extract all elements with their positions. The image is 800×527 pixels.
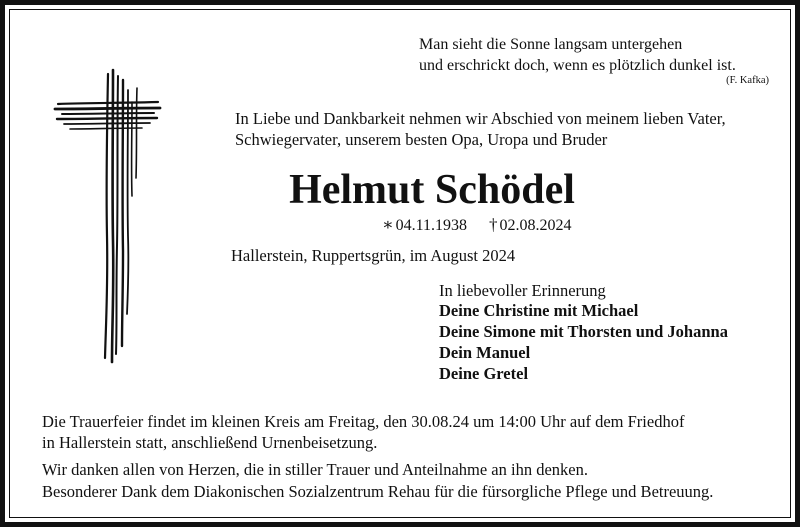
quote-line-2: und erschrickt doch, wenn es plötzlich dunkel ist. (419, 57, 736, 74)
mourner-name: Deine Simone mit Thorsten und Johanna (439, 322, 728, 341)
death-date: 02.08.2024 (499, 217, 572, 234)
place-and-date: Hallerstein, Ruppertsgrün, im August 2024 (231, 246, 516, 265)
mourner-name: Deine Gretel (439, 364, 529, 383)
death-cross-icon: † (488, 215, 498, 234)
intro-line-2: Schwiegervater, unserem besten Opa, Uropa und Bruder (235, 130, 608, 149)
thanks-line-2: Besonderer Dank dem Diakonischen Sozialzentrum Rehau für die fürsorgliche Pflege und Betreuung. (42, 482, 714, 501)
deceased-name: Helmut Schödel (289, 167, 575, 213)
funeral-line-1: Die Trauerfeier findet im kleinen Kreis am Freitag, den 30.08.24 um 14:00 Uhr auf dem Friedhof (42, 412, 685, 431)
mourner-name: Dein Manuel (439, 343, 531, 362)
thanks-line-1: Wir danken allen von Herzen, die in stiller Trauer und Anteilnahme an ihn denken. (42, 460, 588, 479)
birth-star-icon: ∗ (382, 215, 394, 234)
quote-line-1: Man sieht die Sonne langsam untergehen (419, 36, 683, 53)
birth-date: 04.11.1938 (395, 217, 467, 234)
life-dates (382, 215, 571, 235)
funeral-line-2: in Hallerstein statt, anschließend Urnenbeisetzung. (42, 433, 378, 452)
quote-author: (F. Kafka) (726, 75, 769, 86)
mourners-heading: In liebevoller Erinnerung (439, 281, 606, 300)
intro-line-1: In Liebe und Dankbarkeit nehmen wir Abschied von meinem lieben Vater, (235, 109, 726, 128)
cross-icon (50, 66, 165, 366)
mourner-name: Deine Christine mit Michael (439, 301, 639, 320)
